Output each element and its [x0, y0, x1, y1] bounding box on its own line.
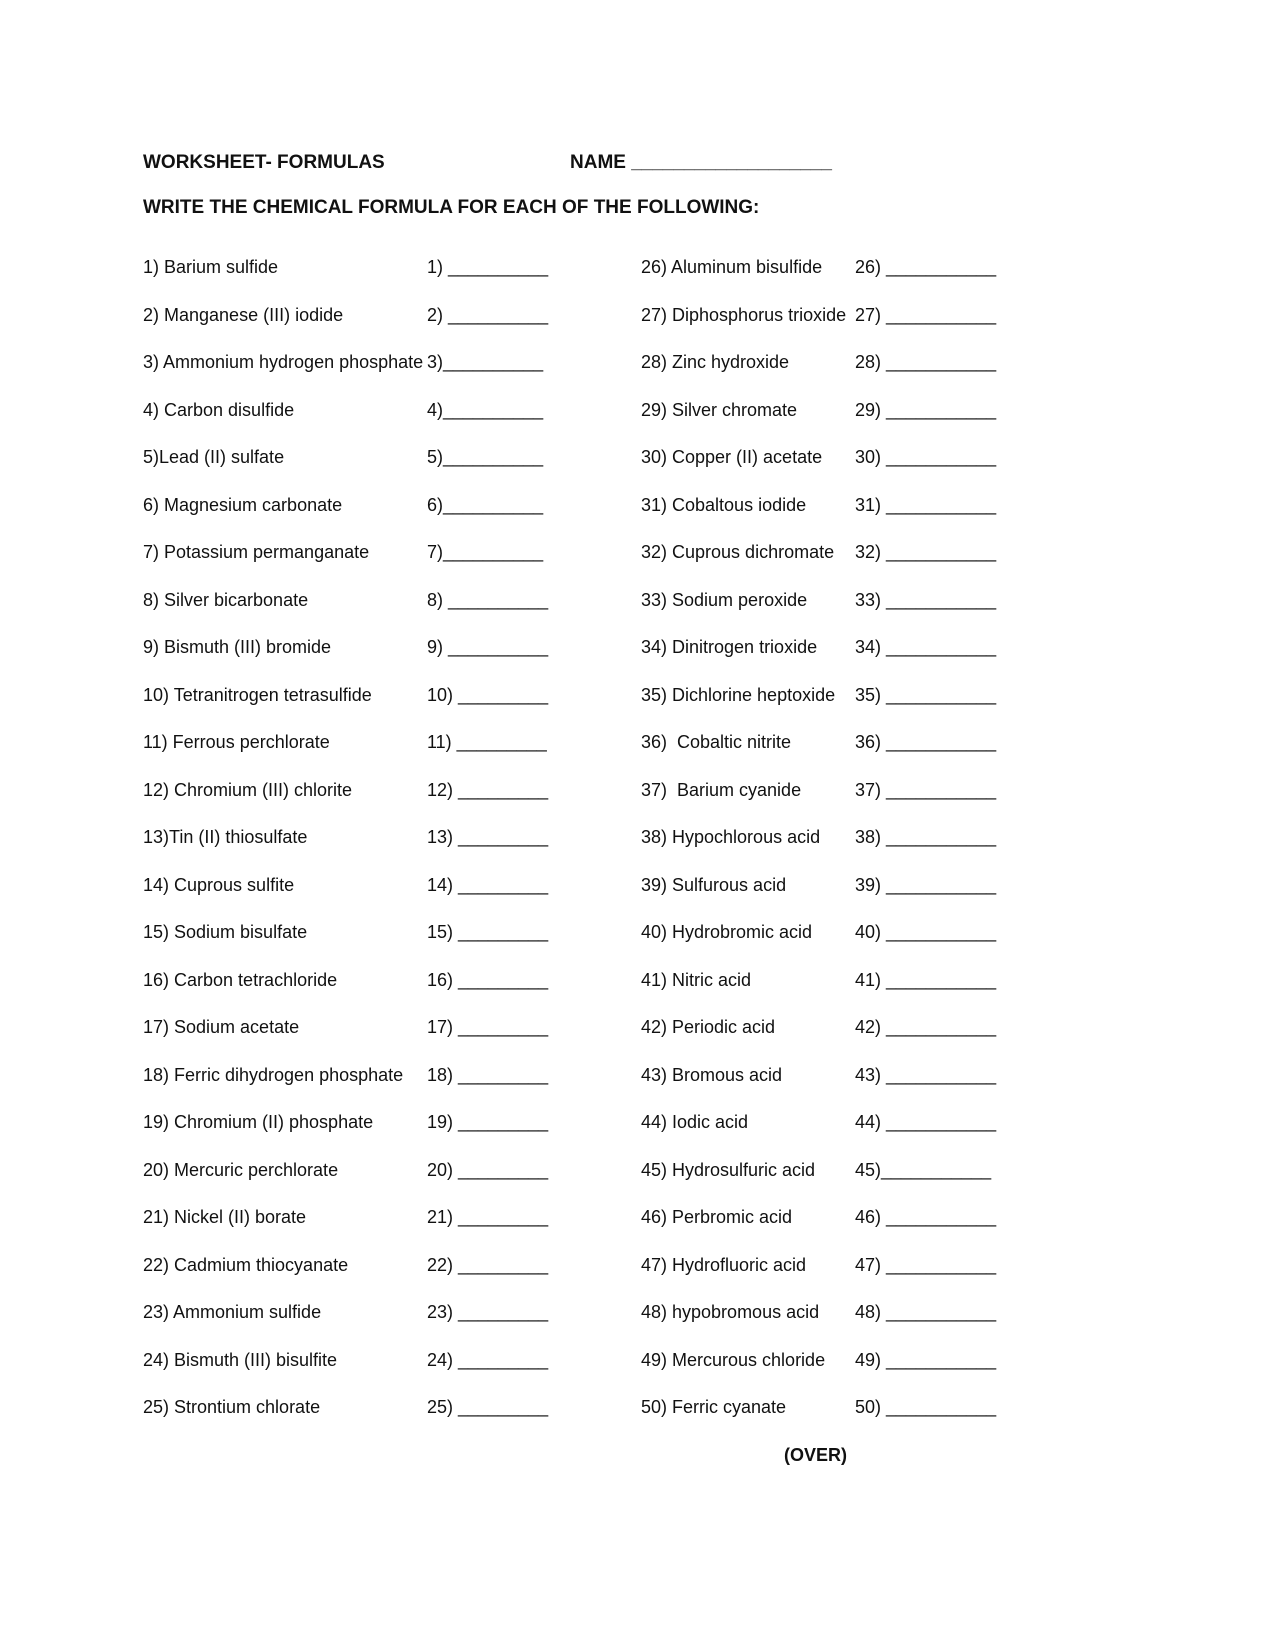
- answer-blank: 47) ___________: [855, 1254, 997, 1275]
- question-text: 24) Bismuth (III) bisulfite: [143, 1349, 338, 1370]
- question-text: 45) Hydrosulfuric acid: [641, 1159, 816, 1180]
- question-text: 41) Nitric acid: [641, 969, 752, 990]
- question-text: 20) Mercuric perchlorate: [143, 1159, 339, 1180]
- answer-blank: 18) _________: [427, 1064, 549, 1085]
- over-label: (OVER): [784, 1445, 847, 1465]
- question-text: 47) Hydrofluoric acid: [641, 1254, 807, 1275]
- question-text: 19) Chromium (II) phosphate: [143, 1112, 374, 1132]
- answer-blank: 50) ___________: [855, 1397, 997, 1417]
- question-text: 6) Magnesium carbonate: [143, 494, 343, 515]
- answer-blank: 2) __________: [427, 304, 549, 325]
- question-text: 43) Bromous acid: [641, 1064, 783, 1085]
- question-text: 17) Sodium acetate: [143, 1017, 300, 1037]
- question-text: 15) Sodium bisulfate: [143, 922, 308, 942]
- answer-blank: 44) ___________: [855, 1112, 997, 1132]
- answer-blank: 21) _________: [427, 1207, 549, 1227]
- answer-blank: 19) _________: [427, 1112, 549, 1132]
- answer-blank: 27) ___________: [855, 304, 997, 325]
- question-text: 46) Perbromic acid: [641, 1207, 793, 1227]
- question-text: 49) Mercurous chloride: [641, 1349, 826, 1370]
- question-text: 37) Barium cyanide: [641, 779, 802, 800]
- answer-blank: 6)__________: [427, 494, 544, 515]
- question-text: 11) Ferrous perchlorate: [143, 732, 330, 752]
- answer-blank: 12) _________: [427, 779, 549, 800]
- answer-blank: 11) _________: [427, 732, 547, 752]
- answer-blank: 33) ___________: [855, 589, 997, 610]
- question-text: 13)Tin (II) thiosulfate: [143, 827, 308, 847]
- answer-blank: 7)__________: [427, 542, 544, 562]
- question-text: 35) Dichlorine heptoxide: [641, 684, 836, 705]
- answer-blank: 39) ___________: [855, 874, 997, 895]
- answer-blank: 49) ___________: [855, 1349, 997, 1370]
- answer-blank: 5)__________: [427, 447, 544, 467]
- question-text: 25) Strontium chlorate: [143, 1397, 321, 1417]
- question-text: 50) Ferric cyanate: [641, 1397, 787, 1417]
- question-text: 30) Copper (II) acetate: [641, 447, 823, 467]
- question-text: 8) Silver bicarbonate: [143, 589, 309, 610]
- question-text: 18) Ferric dihydrogen phosphate: [143, 1064, 404, 1085]
- question-text: 12) Chromium (III) chlorite: [143, 779, 353, 800]
- question-text: 32) Cuprous dichromate: [641, 542, 835, 562]
- answer-blank: 35) ___________: [855, 684, 997, 705]
- answer-blank: 30) ___________: [855, 447, 997, 467]
- question-text: 38) Hypochlorous acid: [641, 827, 821, 847]
- answer-blank: 22) _________: [427, 1254, 549, 1275]
- answer-blank: 1) __________: [427, 257, 549, 277]
- answer-blank: 9) __________: [427, 637, 549, 657]
- answer-blank: 48) ___________: [855, 1302, 997, 1322]
- answer-blank: 8) __________: [427, 589, 549, 610]
- question-text: 21) Nickel (II) borate: [143, 1207, 307, 1227]
- answer-blank: 46) ___________: [855, 1207, 997, 1227]
- question-text: 33) Sodium peroxide: [641, 589, 808, 610]
- question-text: 2) Manganese (III) iodide: [143, 304, 344, 325]
- question-text: 3) Ammonium hydrogen phosphate: [143, 352, 424, 372]
- answer-blank: 41) ___________: [855, 969, 997, 990]
- answer-blank: 26) ___________: [855, 257, 997, 277]
- question-text: 1) Barium sulfide: [143, 257, 279, 277]
- question-text: 29) Silver chromate: [641, 399, 798, 420]
- question-text: 23) Ammonium sulfide: [143, 1302, 322, 1322]
- question-text: 28) Zinc hydroxide: [641, 352, 790, 372]
- answer-blank: 42) ___________: [855, 1017, 997, 1037]
- answer-blank: 4)__________: [427, 399, 544, 420]
- question-text: 14) Cuprous sulfite: [143, 874, 295, 895]
- answer-blank: 20) _________: [427, 1159, 549, 1180]
- question-text: 42) Periodic acid: [641, 1017, 776, 1037]
- question-text: 5)Lead (II) sulfate: [143, 447, 285, 467]
- question-text: 16) Carbon tetrachloride: [143, 969, 338, 990]
- question-text: 27) Diphosphorus trioxide: [641, 304, 847, 325]
- question-text: 9) Bismuth (III) bromide: [143, 637, 332, 657]
- answer-blank: 32) ___________: [855, 542, 997, 562]
- answer-blank: 34) ___________: [855, 637, 997, 657]
- name-field-label: NAME ___________________: [570, 152, 832, 173]
- question-text: 40) Hydrobromic acid: [641, 922, 813, 942]
- question-text: 48) hypobromous acid: [641, 1302, 820, 1322]
- answer-blank: 15) _________: [427, 922, 549, 942]
- question-text: 39) Sulfurous acid: [641, 874, 787, 895]
- answer-blank: 43) ___________: [855, 1064, 997, 1085]
- answer-blank: 28) ___________: [855, 352, 997, 372]
- question-text: 34) Dinitrogen trioxide: [641, 637, 818, 657]
- answer-blank: 3)__________: [427, 352, 544, 372]
- answer-blank: 25) _________: [427, 1397, 549, 1417]
- answer-blank: 24) _________: [427, 1349, 549, 1370]
- instructions: WRITE THE CHEMICAL FORMULA FOR EACH OF THE FOLLOWING:: [143, 197, 760, 218]
- answer-blank: 16) _________: [427, 969, 549, 990]
- question-text: 4) Carbon disulfide: [143, 399, 295, 420]
- question-text: 22) Cadmium thiocyanate: [143, 1254, 349, 1275]
- answer-blank: 29) ___________: [855, 399, 997, 420]
- question-text: 36) Cobaltic nitrite: [641, 732, 792, 752]
- answer-blank: 31) ___________: [855, 494, 997, 515]
- answer-blank: 23) _________: [427, 1302, 549, 1322]
- question-text: 7) Potassium permanganate: [143, 542, 370, 562]
- answer-blank: 38) ___________: [855, 827, 997, 847]
- question-text: 10) Tetranitrogen tetrasulfide: [143, 684, 372, 705]
- question-text: 44) Iodic acid: [641, 1112, 749, 1132]
- answer-blank: 45)___________: [855, 1159, 992, 1180]
- answer-blank: 40) ___________: [855, 922, 997, 942]
- question-text: 31) Cobaltous iodide: [641, 494, 807, 515]
- worksheet-title: WORKSHEET- FORMULAS: [143, 152, 385, 173]
- answer-blank: 17) _________: [427, 1017, 549, 1037]
- question-text: 26) Aluminum bisulfide: [641, 257, 823, 277]
- answer-blank: 37) ___________: [855, 779, 997, 800]
- answer-blank: 36) ___________: [855, 732, 997, 752]
- answer-blank: 10) _________: [427, 684, 549, 705]
- answer-blank: 14) _________: [427, 874, 549, 895]
- answer-blank: 13) _________: [427, 827, 549, 847]
